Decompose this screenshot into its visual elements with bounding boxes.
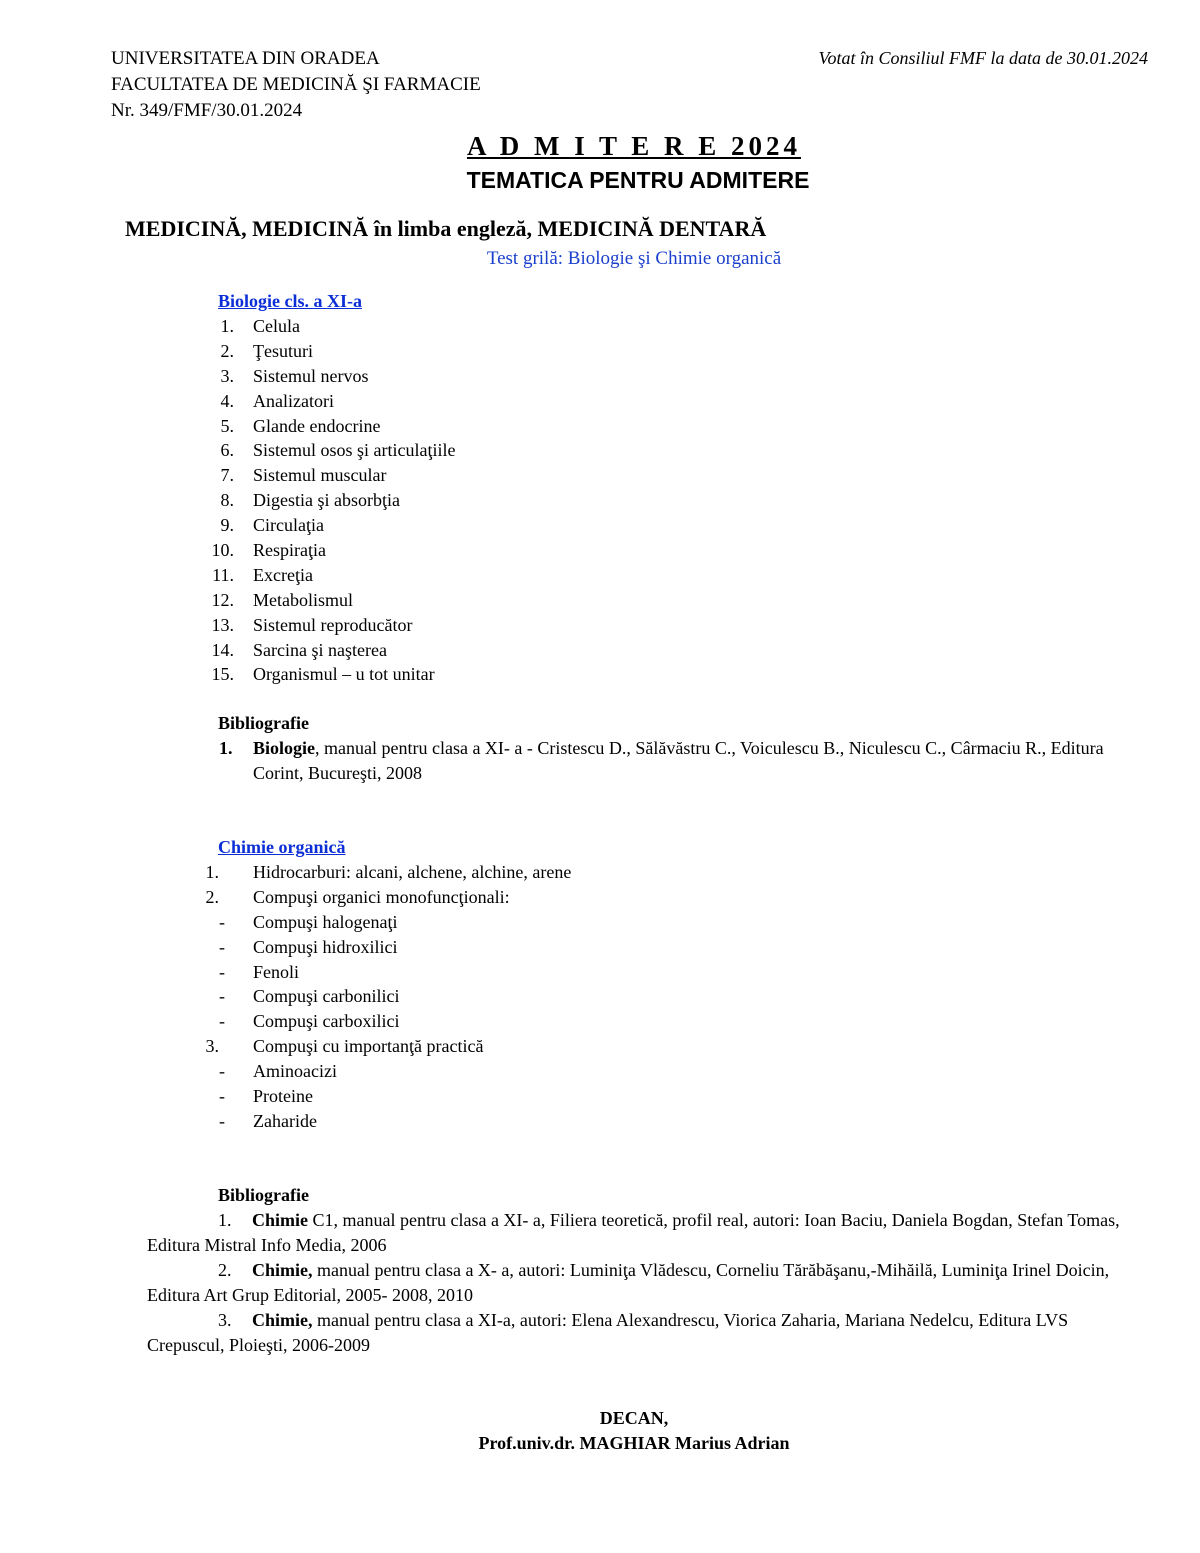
chemistry-topic-item-marker: - (219, 911, 225, 932)
chemistry-topic-item-marker: - (219, 961, 225, 982)
chemistry-topic-item-marker: - (219, 986, 225, 1007)
faculty-name: FACULTATEA DE MEDICINĂ ŞI FARMACIE (111, 74, 481, 95)
biology-bib-title: Biologie (253, 738, 315, 758)
chemistry-bib-details: manual pentru clasa a XI-a, autori: Elena Alexandrescu, Viorica Zaharia, Mariana Nedelcu, Editura LVS Crepuscul, Ploieşti, 2006-2009 (147, 1310, 1069, 1355)
chemistry-topic-item-text: Compuşi organici monofuncţionali: (253, 886, 510, 907)
chemistry-topic-item-marker: - (219, 936, 225, 957)
biology-topic-item-text: Excreţia (253, 564, 313, 585)
chemistry-bib-title: Chimie, (252, 1260, 313, 1280)
chemistry-topic-item-marker: 2. (205, 886, 219, 907)
chemistry-topic-item-text: Aminoacizi (253, 1061, 337, 1082)
biology-topic-item-text: Analizatori (253, 390, 334, 411)
biology-topic-item-text: Sistemul nervos (253, 365, 369, 386)
page-subtitle: TEMATICA PENTRU ADMITERE (466, 167, 810, 193)
biology-bib-details: , manual pentru clasa a XI- a - Cristescu D., Sălăvăstru C., Voiculescu B., Niculescu C., Cârmaciu R., Editura Corint, Bucureşti, 2008 (253, 738, 1104, 783)
biology-topic-item-number: 13. (211, 614, 234, 635)
chemistry-bib-title: Chimie (252, 1210, 308, 1230)
biology-topic-item-number: 10. (211, 540, 234, 561)
chemistry-topic-item-text: Fenoli (253, 961, 300, 982)
document-number: Nr. 349/FMF/30.01.2024 (111, 100, 303, 121)
biology-topic-item-number: 3. (220, 365, 234, 386)
chemistry-bib-number: 2. (218, 1260, 232, 1280)
biology-topic-item-text: Circulaţia (253, 515, 324, 536)
biology-topic-item-text: Sistemul muscular (253, 465, 387, 486)
biology-topic-item-text: Glande endocrine (253, 415, 381, 436)
biology-topic-item-number: 9. (220, 515, 234, 536)
chemistry-topic-item-marker: - (219, 1110, 225, 1131)
biology-heading: Biologie cls. a XI-a (218, 291, 362, 311)
chemistry-topic-item-text: Hidrocarburi: alcani, alchene, alchine, arene (253, 862, 572, 882)
chemistry-topic-item-text: Compuşi carboxilici (253, 1011, 400, 1032)
chemistry-bib-entry (147, 1208, 1137, 1258)
chemistry-topic-item-text: Zaharide (253, 1110, 317, 1131)
chemistry-bib-entry (147, 1308, 1137, 1358)
chemistry-bib-details: C1, manual pentru clasa a XI- a, Filiera teoretică, profil real, autori: Ioan Baciu, Daniela Bogdan, Stefan Tomas, Editura Mistral Info Media, 2006 (147, 1210, 1120, 1255)
dean-title: DECAN, (599, 1408, 669, 1428)
biology-topic-item-number: 1. (220, 316, 234, 336)
biology-topic-item-text: Sarcina şi naşterea (253, 639, 387, 660)
chemistry-topic-item-text: Compuşi cu importanţă practică (253, 1036, 484, 1057)
chemistry-topic-item-text: Compuşi carbonilici (253, 986, 400, 1007)
biology-topic-item-text: Celula (253, 316, 300, 336)
chemistry-bib-entry (147, 1258, 1137, 1308)
biology-topic-item-text: Digestia şi absorbţia (253, 490, 400, 511)
biology-topic-item-number: 4. (220, 390, 234, 411)
institution-header (111, 46, 481, 124)
test-type: Test grilă: Biologie şi Chimie organică (486, 248, 782, 269)
chemistry-topic-item-marker: - (219, 1086, 225, 1107)
chemistry-topic-item-text: Compuşi halogenaţi (253, 911, 398, 932)
biology-topic-item-text: Sistemul reproducător (253, 614, 413, 635)
chemistry-bib-number: 1. (218, 1210, 232, 1230)
biology-topic-item-text: Sistemul osos şi articulaţiile (253, 440, 456, 461)
chemistry-topic-item-text: Proteine (253, 1086, 313, 1107)
dean-name: Prof.univ.dr. MAGHIAR Marius Adrian (478, 1433, 790, 1453)
chemistry-topic-item-text: Compuşi hidroxilici (253, 936, 398, 957)
biology-topic-item-text: Metabolismul (253, 589, 353, 610)
chemistry-topic-item-marker: - (219, 1011, 225, 1032)
biology-topic-item-number: 8. (220, 490, 234, 511)
chemistry-bib-details: manual pentru clasa a X- a, autori: Luminiţa Vlădescu, Corneliu Tărăbăşanu,-Mihăilă, Luminiţa Irinel Doicin, Editura Art Grup Editorial, 2005- 2008, 2010 (147, 1260, 1110, 1305)
biology-bib-entry (253, 736, 1133, 786)
chemistry-heading: Chimie organică (218, 837, 346, 857)
vote-note: Votat în Consiliul FMF la data de 30.01.2024 (818, 48, 1148, 68)
biology-topic-item-text: Ţesuturi (253, 340, 313, 361)
page-title: A D M I T E R E 2024 (466, 131, 802, 161)
chemistry-bib-title: Chimie, (252, 1310, 313, 1330)
biology-topic-item-number: 12. (211, 589, 234, 610)
biology-topic-item-number: 14. (211, 639, 234, 660)
chemistry-bibliography-title: Bibliografie (218, 1185, 309, 1205)
programs-heading: MEDICINĂ, MEDICINĂ în limba engleză, MEDICINĂ DENTARĂ (125, 216, 767, 241)
biology-bib-number: 1. (219, 738, 233, 758)
chemistry-topic-item-marker: 1. (205, 862, 219, 882)
chemistry-bib-number: 3. (218, 1310, 232, 1330)
biology-topic-item-number: 15. (211, 664, 234, 685)
biology-topic-item-number: 2. (220, 340, 234, 361)
biology-topic-item-number: 5. (220, 415, 234, 436)
chemistry-topic-item-marker: 3. (205, 1036, 219, 1057)
university-name: UNIVERSITATEA DIN ORADEA (111, 48, 380, 69)
biology-bibliography-title: Bibliografie (218, 713, 309, 733)
biology-topic-item-number: 6. (220, 440, 234, 461)
biology-topic-item-text: Respiraţia (253, 540, 326, 561)
chemistry-topic-item-marker: - (219, 1061, 225, 1082)
biology-topic-item-text: Organismul – u tot unitar (253, 664, 435, 685)
biology-topic-item-number: 11. (212, 564, 234, 585)
biology-topic-item-number: 7. (220, 465, 234, 486)
